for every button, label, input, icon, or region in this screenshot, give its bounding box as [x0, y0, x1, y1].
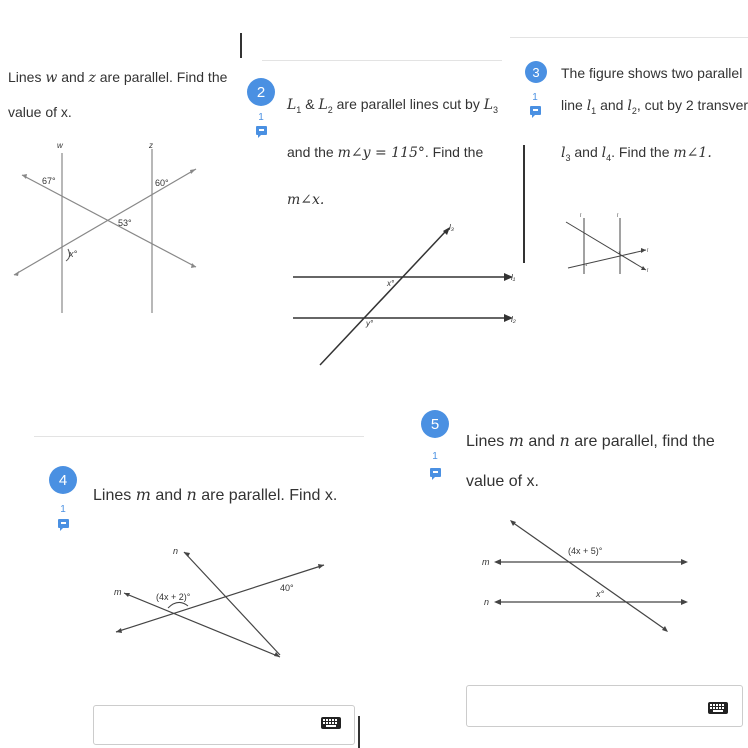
q2-label-l2: l₂ — [511, 315, 516, 324]
q4-angle-arc — [168, 602, 188, 608]
q3-l1-sub: 1 — [591, 105, 597, 116]
q2-line-l3 — [320, 232, 445, 365]
q1-text-suffix: are parallel. Find the — [95, 69, 228, 85]
q3-prompt-line3 — [561, 144, 712, 163]
q5-var-n: n — [559, 431, 570, 450]
q3-text: line — [561, 97, 587, 113]
svg-text:l: l — [580, 213, 582, 219]
cursor-bar-top — [240, 33, 242, 58]
q2-label-l3: l₃ — [449, 223, 454, 232]
q2-top-divider — [262, 60, 502, 61]
q3-prompt-line1: The figure shows two parallel — [561, 65, 743, 81]
svg-text:l: l — [647, 248, 649, 254]
q2-angle-y: y° — [366, 319, 374, 328]
q1-prompt-line2: value of x. — [8, 104, 72, 120]
q3-text2: , cut by 2 transver — [636, 97, 748, 113]
q2-prompt-line2 — [287, 144, 483, 161]
q3-prompt-line2 — [561, 97, 748, 116]
q1-label-w: w — [57, 141, 63, 150]
q4-prompt — [93, 485, 337, 505]
q3-and2: and — [570, 144, 602, 160]
q3-number-badge[interactable]: 3 — [525, 61, 547, 83]
q2-l1-sub: 1 — [296, 104, 302, 115]
q5-number-badge[interactable]: 5 — [421, 410, 449, 438]
q1-figure — [0, 135, 220, 325]
q1-transversal-1 — [22, 175, 196, 267]
q5-label-m: m — [482, 557, 490, 567]
q4-keyboard-button[interactable] — [316, 712, 346, 734]
q5-angle-expr: (4x + 5)° — [568, 546, 603, 556]
q3-find: . Find the — [611, 144, 674, 160]
q1-label-z: z — [149, 141, 153, 150]
keyboard-icon — [316, 712, 346, 734]
q1-var-z: z — [88, 70, 96, 86]
q3-l3: l — [561, 145, 566, 161]
svg-text:l: l — [617, 213, 619, 219]
q2-figure — [285, 218, 525, 373]
q4-line-m — [124, 593, 280, 657]
q3-figure — [560, 210, 660, 280]
q3-l2-sub: 2 — [631, 105, 637, 116]
q3-math: m∠1. — [673, 145, 712, 161]
q2-angle-x: x° — [387, 279, 395, 288]
q5-comment-count: 1 — [432, 451, 438, 462]
svg-text:1: 1 — [585, 262, 588, 267]
q4-transversal — [116, 565, 324, 632]
q2-text3: . Find the — [424, 144, 484, 160]
q1-angle-67: 67° — [42, 176, 56, 186]
q5-prompt-line2: value of x. — [466, 473, 539, 490]
keyboard-icon — [703, 697, 733, 719]
q1-prompt-line1 — [8, 69, 227, 86]
q1-angle-x: x° — [69, 249, 78, 259]
q2-text2: and the — [287, 144, 338, 160]
q3-and: and — [596, 97, 628, 113]
q5-figure — [470, 512, 700, 637]
q5-transversal — [512, 522, 666, 630]
q4-label-n: n — [173, 546, 179, 556]
q2-math-y: m∠y = 115° — [337, 145, 425, 161]
q4-text: Lines — [93, 487, 136, 504]
q2-comment-icon[interactable] — [256, 126, 267, 135]
q4-number-badge[interactable]: 4 — [49, 466, 77, 494]
q1-and: and — [57, 69, 89, 85]
q4-var-m: m — [135, 485, 151, 504]
q4-top-divider — [34, 436, 364, 437]
q3-comment-icon[interactable] — [530, 106, 541, 115]
q2-l3: L — [483, 97, 494, 113]
q2-l3-sub: 3 — [493, 104, 499, 115]
q5-angle-x: x° — [596, 589, 605, 599]
q2-number-badge[interactable]: 2 — [247, 78, 275, 106]
q4-angle-expr: (4x + 2)° — [156, 592, 191, 602]
q2-text: are parallel lines cut by — [332, 96, 484, 112]
q2-prompt-line3: m∠x. — [287, 192, 325, 208]
q5-keyboard-button[interactable] — [703, 697, 733, 719]
q1-var-w: w — [45, 70, 58, 86]
q3-l4-sub: 4 — [606, 152, 612, 163]
q4-angle-40: 40° — [280, 583, 294, 593]
q5-text: Lines — [466, 433, 509, 450]
q2-prompt-line1 — [287, 96, 498, 115]
svg-text:l: l — [647, 268, 649, 274]
q2-comment-count: 1 — [258, 112, 264, 123]
q4-figure — [100, 540, 340, 665]
q2-right-divider — [523, 145, 525, 263]
q3-l1: l — [586, 98, 592, 114]
q4-label-m: m — [114, 587, 122, 597]
q5-answer-input[interactable] — [466, 685, 743, 727]
q5-comment-icon[interactable] — [430, 468, 441, 477]
q5-prompt-line1 — [466, 431, 715, 451]
q4-var-n: n — [186, 485, 197, 504]
q4-text-suffix: are parallel. Find x. — [196, 487, 338, 504]
q1-angle-60: 60° — [155, 178, 169, 188]
q3-l3-sub: 3 — [565, 152, 571, 163]
q3-comment-count: 1 — [532, 92, 538, 103]
svg-text:1: 1 — [618, 250, 621, 255]
q2-l2-sub: 2 — [327, 104, 333, 115]
q5-label-n: n — [484, 597, 490, 607]
q2-amp: & — [301, 96, 319, 112]
q5-var-m: m — [508, 431, 524, 450]
q2-label-l1: l₁ — [511, 273, 516, 282]
q5-text-suffix: are parallel, find the — [569, 433, 715, 450]
q1-text: Lines — [8, 69, 46, 85]
q3-l2: l — [627, 98, 632, 114]
q4-and: and — [150, 487, 187, 504]
q3-l4: l — [601, 145, 607, 161]
q1-angle-53: 53° — [118, 218, 132, 228]
q4-comment-count: 1 — [60, 504, 66, 515]
q3-top-divider — [510, 37, 748, 38]
q4-line-n — [184, 552, 280, 655]
q2-l2: L — [318, 97, 328, 113]
q5-and: and — [523, 433, 560, 450]
q4-comment-icon[interactable] — [58, 519, 69, 528]
q4-text-cursor — [358, 716, 360, 748]
q2-l1: L — [287, 97, 297, 113]
